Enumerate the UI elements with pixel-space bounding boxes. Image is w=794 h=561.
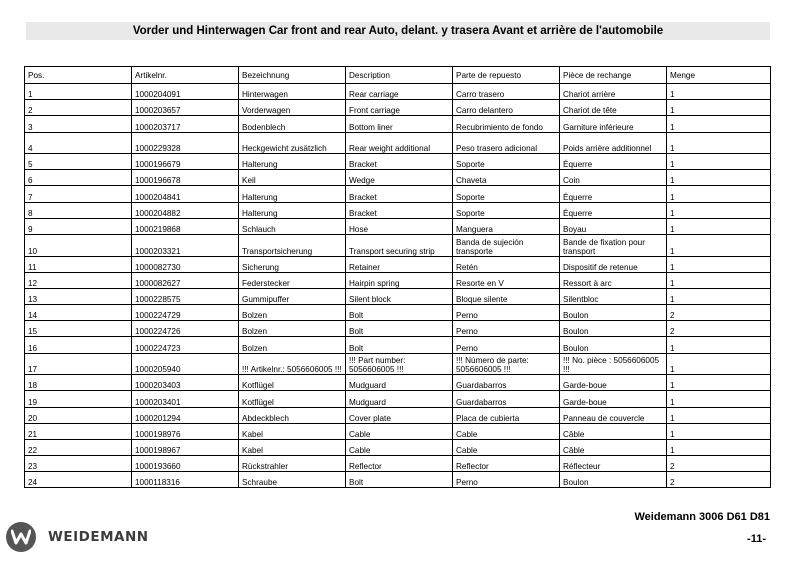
table-row <box>25 337 771 353</box>
cell-pos: 5 <box>25 154 132 170</box>
cell-quantity: 1 <box>667 272 771 288</box>
cell-designation-de: Vorderwagen <box>239 100 346 116</box>
cell-description-en: Bolt <box>346 321 453 337</box>
cell-designation-de: Kotflügel <box>239 391 346 407</box>
table-row <box>25 256 771 272</box>
cell-quantity: 1 <box>667 391 771 407</box>
table-row <box>25 218 771 234</box>
page-number: -11- <box>747 533 766 545</box>
cell-part-fr: Boyau <box>560 218 667 234</box>
table-row <box>25 288 771 304</box>
cell-article-number: 1000118316 <box>132 472 239 488</box>
cell-part-es: Soporte <box>453 202 560 218</box>
cell-part-es: Placa de cubierta <box>453 407 560 423</box>
cell-description-en: Bottom liner <box>346 116 453 132</box>
cell-designation-de: Schlauch <box>239 218 346 234</box>
table-row <box>25 272 771 288</box>
cell-designation-de: Kabel <box>239 423 346 439</box>
cell-pos: 3 <box>25 116 132 132</box>
table-row <box>25 84 771 100</box>
cell-pos: 15 <box>25 321 132 337</box>
column-header-part-fr: Pièce de rechange <box>560 67 667 84</box>
cell-quantity: 2 <box>667 305 771 321</box>
cell-part-es: Recubrimiento de fondo <box>453 116 560 132</box>
cell-description-en: Bracket <box>346 202 453 218</box>
cell-quantity: 1 <box>667 186 771 202</box>
cell-part-fr: Garde-boue <box>560 391 667 407</box>
cell-description-en: Hose <box>346 218 453 234</box>
cell-part-es: Perno <box>453 337 560 353</box>
cell-pos: 16 <box>25 337 132 353</box>
table-row <box>25 439 771 455</box>
cell-pos: 24 <box>25 472 132 488</box>
cell-pos: 9 <box>25 218 132 234</box>
cell-part-fr: Équerre <box>560 202 667 218</box>
column-header-designation-de: Bezeichnung <box>239 67 346 84</box>
cell-description-en: Bolt <box>346 305 453 321</box>
cell-designation-de: Kotflügel <box>239 375 346 391</box>
cell-part-fr: Dispositif de retenue <box>560 256 667 272</box>
cell-quantity: 1 <box>667 218 771 234</box>
cell-quantity: 1 <box>667 84 771 100</box>
cell-description-en: Transport securing strip <box>346 235 453 257</box>
cell-article-number: 1000201294 <box>132 407 239 423</box>
cell-designation-de: Bolzen <box>239 337 346 353</box>
cell-article-number: 1000205940 <box>132 353 239 375</box>
model-name: Weidemann 3006 D61 D81 <box>634 511 770 523</box>
cell-description-en: Silent block <box>346 288 453 304</box>
cell-article-number: 1000204091 <box>132 84 239 100</box>
cell-description-en: Mudguard <box>346 391 453 407</box>
cell-quantity: 1 <box>667 170 771 186</box>
table-row <box>25 202 771 218</box>
cell-article-number: 1000204882 <box>132 202 239 218</box>
cell-designation-de: Bolzen <box>239 321 346 337</box>
cell-quantity: 1 <box>667 288 771 304</box>
cell-quantity: 1 <box>667 439 771 455</box>
cell-part-fr: Coin <box>560 170 667 186</box>
cell-article-number: 1000229328 <box>132 132 239 154</box>
cell-pos: 22 <box>25 439 132 455</box>
cell-description-en: !!! Part number: 5056606005 !!! <box>346 353 453 375</box>
cell-part-fr: Réflecteur <box>560 456 667 472</box>
column-header-quantity: Menge <box>667 67 771 84</box>
cell-designation-de: Hinterwagen <box>239 84 346 100</box>
cell-pos: 10 <box>25 235 132 257</box>
cell-part-fr: Panneau de couvercle <box>560 407 667 423</box>
column-header-article-number: Artikelnr. <box>132 67 239 84</box>
cell-description-en: Retainer <box>346 256 453 272</box>
cell-description-en: Mudguard <box>346 375 453 391</box>
cell-part-es: Guardabarros <box>453 391 560 407</box>
cell-part-es: Cable <box>453 439 560 455</box>
table-row <box>25 391 771 407</box>
cell-part-es: Soporte <box>453 186 560 202</box>
cell-designation-de: Transportsicherung <box>239 235 346 257</box>
cell-description-en: Rear carriage <box>346 84 453 100</box>
table-row <box>25 186 771 202</box>
cell-designation-de: Halterung <box>239 186 346 202</box>
page-title: Vorder und Hinterwagen Car front and rear Auto, delant. y trasera Avant et arrière de l'automobile <box>132 25 664 37</box>
cell-pos: 20 <box>25 407 132 423</box>
cell-part-fr: !!! No. pièce : 5056606005 !!! <box>560 353 667 375</box>
cell-designation-de: Rückstrahler <box>239 456 346 472</box>
cell-designation-de: Federstecker <box>239 272 346 288</box>
cell-quantity: 1 <box>667 423 771 439</box>
table-row <box>25 235 771 257</box>
table-row <box>25 132 771 154</box>
cell-quantity: 1 <box>667 100 771 116</box>
cell-article-number: 1000203657 <box>132 100 239 116</box>
cell-quantity: 2 <box>667 472 771 488</box>
cell-pos: 12 <box>25 272 132 288</box>
cell-pos: 6 <box>25 170 132 186</box>
cell-quantity: 2 <box>667 456 771 472</box>
cell-designation-de: Halterung <box>239 202 346 218</box>
table-row <box>25 170 771 186</box>
cell-pos: 13 <box>25 288 132 304</box>
parts-table-body <box>25 84 771 488</box>
cell-description-en: Wedge <box>346 170 453 186</box>
cell-part-es: Carro delantero <box>453 100 560 116</box>
cell-part-es: Perno <box>453 305 560 321</box>
cell-part-es: Peso trasero adicional <box>453 132 560 154</box>
table-row <box>25 456 771 472</box>
cell-description-en: Hairpin spring <box>346 272 453 288</box>
table-row <box>25 375 771 391</box>
cell-part-es: Manguera <box>453 218 560 234</box>
cell-article-number: 1000198976 <box>132 423 239 439</box>
column-header-pos: Pos. <box>25 67 132 84</box>
cell-article-number: 1000203403 <box>132 375 239 391</box>
cell-part-fr: Garniture inférieure <box>560 116 667 132</box>
table-row <box>25 116 771 132</box>
cell-article-number: 1000082627 <box>132 272 239 288</box>
cell-pos: 4 <box>25 132 132 154</box>
cell-quantity: 2 <box>667 321 771 337</box>
cell-part-fr: Poids arrière additionnel <box>560 132 667 154</box>
cell-description-en: Bolt <box>346 472 453 488</box>
table-header-row <box>25 67 771 84</box>
cell-description-en: Rear weight additional <box>346 132 453 154</box>
cell-description-en: Bracket <box>346 154 453 170</box>
cell-designation-de: Gummipuffer <box>239 288 346 304</box>
cell-quantity: 1 <box>667 202 771 218</box>
cell-article-number: 1000224723 <box>132 337 239 353</box>
cell-pos: 18 <box>25 375 132 391</box>
table-row <box>25 305 771 321</box>
cell-article-number: 1000224729 <box>132 305 239 321</box>
cell-quantity: 1 <box>667 375 771 391</box>
cell-designation-de: Halterung <box>239 154 346 170</box>
cell-part-es: Cable <box>453 423 560 439</box>
cell-description-en: Cover plate <box>346 407 453 423</box>
cell-part-es: Perno <box>453 321 560 337</box>
cell-designation-de: !!! Artikelnr.: 5056606005 !!! <box>239 353 346 375</box>
cell-part-fr: Boulon <box>560 321 667 337</box>
cell-article-number: 1000203401 <box>132 391 239 407</box>
cell-quantity: 1 <box>667 353 771 375</box>
cell-quantity: 1 <box>667 337 771 353</box>
cell-part-fr: Boulon <box>560 472 667 488</box>
cell-quantity: 1 <box>667 235 771 257</box>
cell-part-es: Perno <box>453 472 560 488</box>
column-header-description-en: Description <box>346 67 453 84</box>
cell-designation-de: Keil <box>239 170 346 186</box>
cell-part-fr: Chariot arrière <box>560 84 667 100</box>
cell-part-es: Resorte en V <box>453 272 560 288</box>
cell-article-number: 1000196679 <box>132 154 239 170</box>
cell-part-fr: Câble <box>560 423 667 439</box>
table-row <box>25 154 771 170</box>
table-row <box>25 407 771 423</box>
column-header-part-es: Parte de repuesto <box>453 67 560 84</box>
brand-name: WEIDEMANN <box>48 529 149 545</box>
cell-pos: 21 <box>25 423 132 439</box>
cell-description-en: Cable <box>346 423 453 439</box>
cell-part-es: Banda de sujeción transporte <box>453 235 560 257</box>
parts-table <box>24 66 771 488</box>
cell-part-fr: Ressort à arc <box>560 272 667 288</box>
cell-part-es: Carro trasero <box>453 84 560 100</box>
cell-article-number: 1000193660 <box>132 456 239 472</box>
weidemann-w-logo-icon <box>6 522 36 552</box>
cell-designation-de: Bolzen <box>239 305 346 321</box>
cell-part-es: !!! Número de parte: 5056606005 !!! <box>453 353 560 375</box>
cell-description-en: Bolt <box>346 337 453 353</box>
page-title-bar <box>26 22 770 40</box>
cell-article-number: 1000204841 <box>132 186 239 202</box>
cell-quantity: 1 <box>667 116 771 132</box>
cell-designation-de: Kabel <box>239 439 346 455</box>
cell-part-fr: Boulon <box>560 305 667 321</box>
cell-designation-de: Sicherung <box>239 256 346 272</box>
cell-pos: 11 <box>25 256 132 272</box>
cell-part-es: Retén <box>453 256 560 272</box>
cell-part-fr: Boulon <box>560 337 667 353</box>
cell-part-fr: Garde-boue <box>560 375 667 391</box>
cell-pos: 2 <box>25 100 132 116</box>
cell-quantity: 1 <box>667 407 771 423</box>
cell-quantity: 1 <box>667 154 771 170</box>
table-row <box>25 321 771 337</box>
cell-description-en: Bracket <box>346 186 453 202</box>
cell-quantity: 1 <box>667 256 771 272</box>
cell-article-number: 1000198967 <box>132 439 239 455</box>
table-row <box>25 100 771 116</box>
cell-part-es: Soporte <box>453 154 560 170</box>
cell-pos: 14 <box>25 305 132 321</box>
table-row <box>25 353 771 375</box>
cell-description-en: Cable <box>346 439 453 455</box>
cell-part-es: Reflector <box>453 456 560 472</box>
cell-part-fr: Chariot de tête <box>560 100 667 116</box>
table-row <box>25 472 771 488</box>
cell-designation-de: Schraube <box>239 472 346 488</box>
cell-article-number: 1000203717 <box>132 116 239 132</box>
cell-pos: 19 <box>25 391 132 407</box>
cell-part-fr: Câble <box>560 439 667 455</box>
cell-part-fr: Silentbloc <box>560 288 667 304</box>
cell-part-fr: Équerre <box>560 154 667 170</box>
cell-description-en: Reflector <box>346 456 453 472</box>
cell-part-fr: Équerre <box>560 186 667 202</box>
cell-article-number: 1000224726 <box>132 321 239 337</box>
cell-article-number: 1000196678 <box>132 170 239 186</box>
cell-part-es: Guardabarros <box>453 375 560 391</box>
cell-pos: 7 <box>25 186 132 202</box>
cell-pos: 8 <box>25 202 132 218</box>
cell-pos: 23 <box>25 456 132 472</box>
cell-part-es: Chaveta <box>453 170 560 186</box>
table-row <box>25 423 771 439</box>
cell-quantity: 1 <box>667 132 771 154</box>
cell-designation-de: Heckgewicht zusätzlich <box>239 132 346 154</box>
cell-designation-de: Abdeckblech <box>239 407 346 423</box>
cell-article-number: 1000082730 <box>132 256 239 272</box>
cell-article-number: 1000228575 <box>132 288 239 304</box>
cell-pos: 17 <box>25 353 132 375</box>
cell-designation-de: Bodenblech <box>239 116 346 132</box>
cell-part-es: Bloque silente <box>453 288 560 304</box>
cell-article-number: 1000219868 <box>132 218 239 234</box>
cell-part-fr: Bande de fixation pour transport <box>560 235 667 257</box>
cell-description-en: Front carriage <box>346 100 453 116</box>
cell-pos: 1 <box>25 84 132 100</box>
cell-article-number: 1000203321 <box>132 235 239 257</box>
weidemann-logo <box>6 520 149 554</box>
